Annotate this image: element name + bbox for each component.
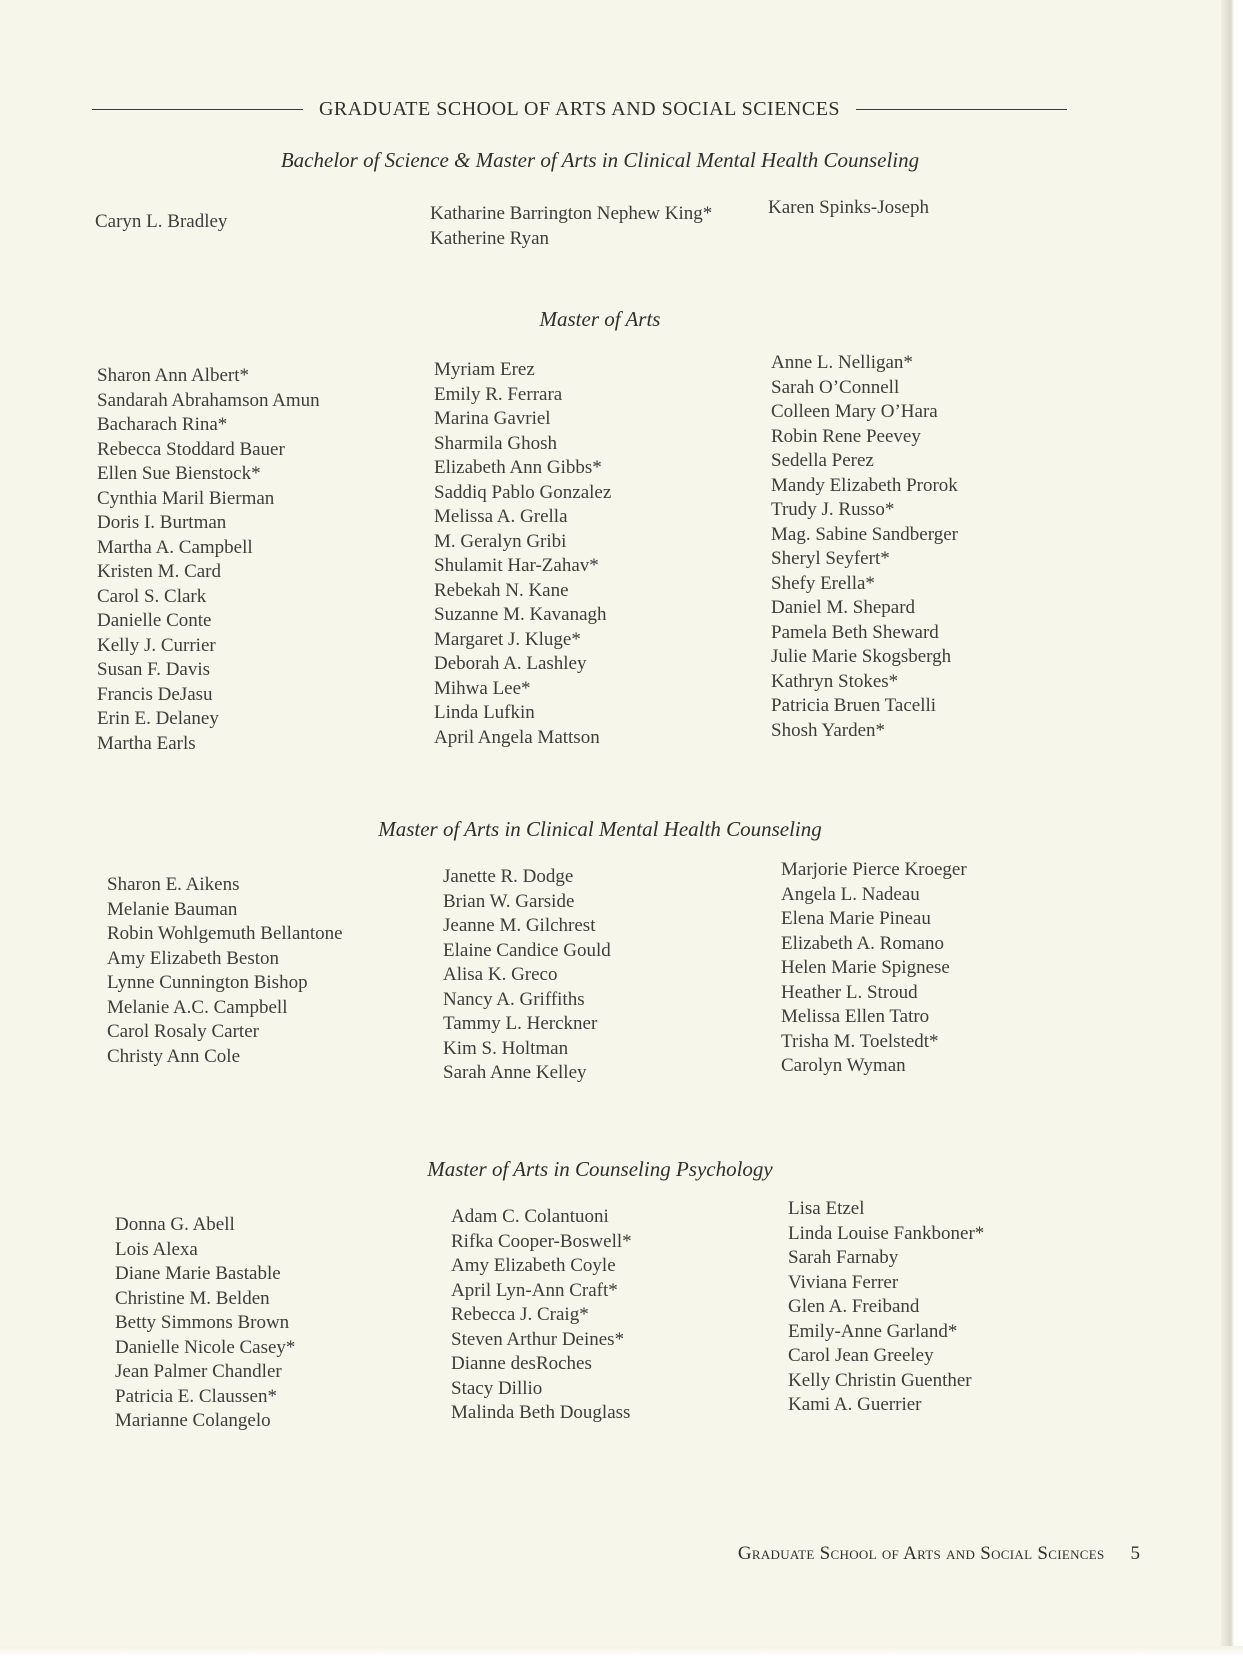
graduate-name: Shosh Yarden* (771, 719, 886, 741)
graduate-name: Pamela Beth Sheward (771, 621, 939, 643)
section-ma-cp-column-2 (451, 1205, 632, 1426)
graduate-name: Karen Spinks-Joseph (768, 197, 929, 218)
page-number: 5 (1130, 1543, 1140, 1564)
graduate-name: Kami A. Guerrier (788, 1394, 922, 1415)
graduate-name: April Lyn-Ann Craft* (451, 1279, 618, 1301)
graduate-name: Melanie A.C. Campbell (107, 996, 288, 1018)
graduate-name: Christine M. Belden (115, 1287, 270, 1309)
section-bs-ma-column-1 (95, 210, 227, 235)
graduate-name: Carol S. Clark (97, 585, 207, 607)
graduate-name: Heather L. Stroud (781, 981, 918, 1003)
graduate-name: Robin Rene Peevey (771, 425, 921, 447)
graduate-name: Melanie Bauman (107, 898, 238, 920)
graduate-name: Donna G. Abell (115, 1214, 235, 1235)
graduate-name: Helen Marie Spignese (781, 957, 950, 978)
page-title: GRADUATE SCHOOL OF ARTS AND SOCIAL SCIENCES (318, 97, 841, 120)
graduate-name: Betty Simmons Brown (115, 1312, 290, 1333)
graduate-name: Elena Marie Pineau (781, 908, 931, 929)
graduate-name: Diane Marie Bastable (115, 1263, 281, 1284)
page-bottom-edge (0, 1646, 1243, 1656)
graduate-name: Stacy Dillio (451, 1377, 543, 1399)
graduate-name: Rebecca J. Craig* (451, 1304, 589, 1325)
graduate-name: Anne L. Nelligan* (771, 352, 913, 373)
graduate-name: Christy Ann Cole (107, 1045, 241, 1067)
graduate-name: Shulamit Har-Zahav* (434, 555, 599, 576)
graduate-name: Danielle Conte (97, 610, 212, 631)
graduate-name: Linda Louise Fankboner* (788, 1222, 985, 1244)
graduate-name: Alisa K. Greco (443, 964, 558, 985)
graduate-name: Jeanne M. Gilchrest (443, 915, 596, 936)
graduate-name: Trisha M. Toelstedt* (781, 1030, 939, 1052)
running-footer: Graduate School of Arts and Social Sciences (737, 1543, 1105, 1564)
graduate-name: Deborah A. Lashley (434, 653, 587, 674)
graduate-name: Sarah Farnaby (788, 1247, 899, 1268)
graduate-name: Mag. Sabine Sandberger (771, 523, 958, 545)
graduate-name: Trudy J. Russo* (771, 499, 895, 520)
section-bs-ma-column-2 (430, 202, 712, 251)
section-ma-column-1 (97, 364, 320, 756)
graduate-name: Lynne Cunnington Bishop (107, 972, 308, 993)
graduate-name: Kristen M. Card (97, 561, 222, 582)
graduate-name: Rifka Cooper-Boswell* (451, 1230, 632, 1252)
graduate-name: Angela L. Nadeau (781, 883, 920, 905)
graduate-name: Mandy Elizabeth Prorok (771, 474, 958, 496)
graduate-name: Shefy Erella* (771, 572, 875, 594)
graduate-name: Cynthia Maril Bierman (97, 487, 275, 509)
graduate-name: Martha Earls (97, 732, 196, 754)
graduate-name: Rebekah N. Kane (434, 579, 569, 601)
graduate-name: Sheryl Seyfert* (771, 548, 890, 569)
graduate-name: Patricia Bruen Tacelli (771, 695, 937, 716)
section-ma-cp-column-1 (115, 1213, 295, 1434)
graduate-name: Carol Rosaly Carter (107, 1021, 259, 1042)
page-header (92, 92, 1067, 126)
graduate-name: Julie Marie Skogsbergh (771, 646, 952, 667)
graduate-name: Doris I. Burtman (97, 512, 227, 533)
graduate-name: Colleen Mary O’Hara (771, 401, 938, 422)
graduate-name: Francis DeJasu (97, 683, 213, 705)
graduate-name: Linda Lufkin (434, 702, 535, 723)
graduate-name: Adam C. Colantuoni (451, 1206, 609, 1227)
graduate-name: Robin Wohlgemuth Bellantone (107, 923, 343, 944)
graduate-name: Katherine Ryan (430, 227, 550, 249)
graduate-name: Janette R. Dodge (443, 866, 574, 887)
graduate-name: Margaret J. Kluge* (434, 628, 581, 650)
graduate-name: Patricia E. Claussen* (115, 1385, 277, 1407)
graduate-name: Marjorie Pierce Kroeger (781, 859, 967, 880)
section-ma-column-3 (771, 351, 958, 743)
graduate-name: Melissa Ellen Tatro (781, 1006, 930, 1027)
graduate-name: Carol Jean Greeley (788, 1345, 934, 1366)
graduate-name: Melissa A. Grella (434, 506, 568, 527)
graduate-name: Mihwa Lee* (434, 677, 531, 699)
graduate-name: Jean Palmer Chandler (115, 1361, 282, 1382)
section-title-bs-ma-clinical: Bachelor of Science & Master of Arts in Clinical Mental Health Counseling (280, 148, 920, 172)
graduate-name: Ellen Sue Bienstock* (97, 463, 261, 484)
graduate-name: Myriam Erez (434, 359, 535, 380)
graduate-name: Tammy L. Herckner (443, 1013, 598, 1034)
section-bs-ma-column-3 (768, 196, 929, 221)
graduate-name: Steven Arthur Deines* (451, 1328, 625, 1350)
page-edge (1221, 0, 1243, 1656)
graduate-name: Danielle Nicole Casey* (115, 1336, 296, 1358)
graduate-name: M. Geralyn Gribi (434, 530, 567, 552)
graduate-name: Sarah O’Connell (771, 376, 900, 398)
graduate-name: Elizabeth Ann Gibbs* (434, 457, 602, 478)
graduate-name: Carolyn Wyman (781, 1055, 906, 1076)
section-title-ma-clinical: Master of Arts in Clinical Mental Health Counseling (378, 817, 822, 841)
graduate-name: Glen A. Freiband (788, 1296, 920, 1317)
graduate-name: Lisa Etzel (788, 1198, 865, 1219)
graduate-name: Amy Elizabeth Beston (107, 947, 280, 969)
section-title-ma-counseling-psychology: Master of Arts in Counseling Psychology (427, 1157, 773, 1181)
graduate-name: Katharine Barrington Nephew King* (430, 203, 713, 224)
graduate-name: Elaine Candice Gould (443, 939, 611, 961)
graduate-name: Kelly J. Currier (97, 634, 216, 656)
graduate-name: Bacharach Rina* (97, 414, 228, 435)
graduate-name: Marianne Colangelo (115, 1410, 271, 1431)
section-ma-cp-column-3 (788, 1197, 984, 1418)
graduate-name: Erin E. Delaney (97, 708, 219, 729)
graduate-name: Suzanne M. Kavanagh (434, 604, 607, 625)
graduate-name: Brian W. Garside (443, 890, 575, 912)
graduate-name: Viviana Ferrer (788, 1271, 899, 1293)
graduate-name: Elizabeth A. Romano (781, 932, 945, 954)
graduate-name: Emily-Anne Garland* (788, 1320, 958, 1342)
graduate-name: Martha A. Campbell (97, 536, 253, 558)
graduate-name: Susan F. Davis (97, 659, 211, 680)
header-rule-left (92, 109, 303, 110)
graduate-name: Malinda Beth Douglass (451, 1402, 631, 1423)
graduate-name: Emily R. Ferrara (434, 383, 563, 405)
graduate-name: Lois Alexa (115, 1238, 198, 1260)
graduate-name: Sharon E. Aikens (107, 874, 240, 895)
graduate-name: Caryn L. Bradley (95, 211, 228, 232)
graduate-name: Kathryn Stokes* (771, 670, 899, 692)
section-ma-clinical-column-3 (781, 858, 967, 1079)
graduate-name: Dianne desRoches (451, 1353, 592, 1374)
graduate-name: Marina Gavriel (434, 408, 551, 429)
graduate-name: Daniel M. Shepard (771, 597, 916, 618)
graduate-name: April Angela Mattson (434, 726, 600, 748)
graduate-name: Saddiq Pablo Gonzalez (434, 481, 612, 503)
page-footer (680, 1543, 1140, 1565)
graduate-name: Kelly Christin Guenther (788, 1369, 972, 1391)
graduate-name: Sedella Perez (771, 450, 874, 471)
graduate-name: Sharon Ann Albert* (97, 365, 249, 386)
graduate-name: Sarah Anne Kelley (443, 1062, 587, 1083)
section-ma-clinical-column-1 (107, 873, 343, 1069)
header-rule-right (856, 109, 1067, 110)
graduate-name: Nancy A. Griffiths (443, 988, 585, 1010)
graduate-name: Amy Elizabeth Coyle (451, 1255, 616, 1276)
section-ma-clinical-column-2 (443, 865, 611, 1086)
section-title-master-of-arts: Master of Arts (539, 307, 661, 331)
graduate-name: Kim S. Holtman (443, 1037, 569, 1059)
graduate-name: Rebecca Stoddard Bauer (97, 438, 285, 460)
section-ma-column-2 (434, 358, 611, 750)
graduate-name: Sharmila Ghosh (434, 432, 557, 454)
graduate-name: Sandarah Abrahamson Amun (97, 389, 320, 411)
